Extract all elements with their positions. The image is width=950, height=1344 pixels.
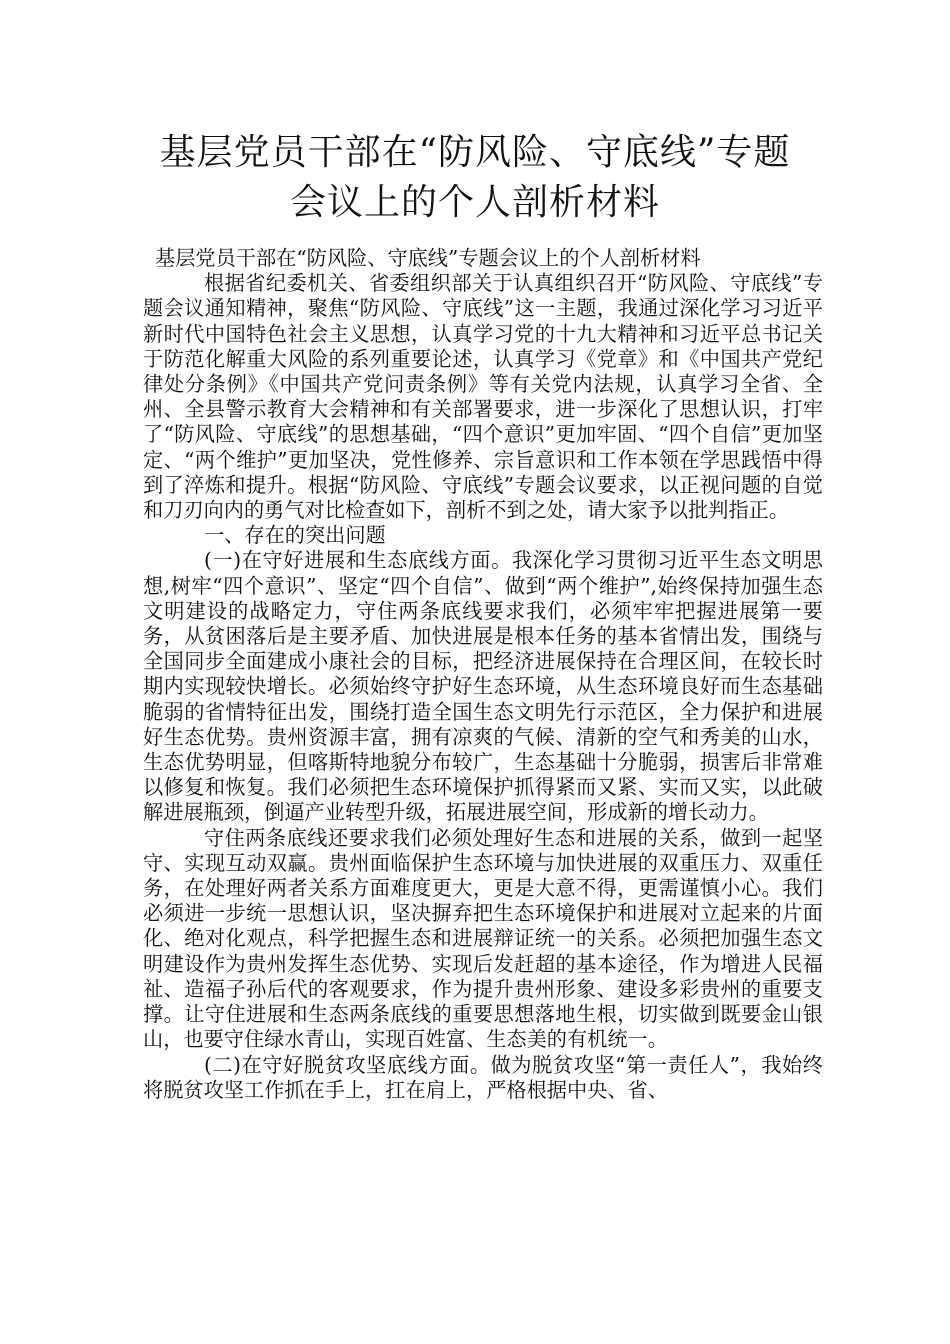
- body-paragraph: 守住两条底线还要求我们必须处理好生态和进展的关系，做到一起坚守、实现互动双赢。贵州面临保护生态环境与加快进展的双重压力、双重任务，在处理好两者关系方面难度更大，更是大意不得，更需谨慎小心。我们必须进一步统一思想认识，坚决摒弃把生态环境保护和进展对立起来的片面化、绝对化观点，科学把握生态和进展辩证统一的关系。必须把加强生态文明建设作为贵州发挥生态优势、实现后发赶超的基本途径，作为增进人民福祉、造福子孙后代的客观要求，作为提升贵州形象、建设多彩贵州的重要支撑。让守住进展和生态两条底线的重要思想落地生根，切实做到既要金山银山，也要守住绿水青山，实现百姓富、生态美的有机统一。: [143, 825, 823, 1052]
- document-title: [120, 128, 830, 228]
- section-heading: 一、存在的突出问题: [204, 523, 386, 548]
- body-paragraph: (二)在守好脱贫攻坚底线方面。做为脱贫攻坚“第一责任人”，我始终将脱贫攻坚工作抓在手上，扛在肩上，严格根据中央、省、: [143, 1052, 823, 1102]
- title-line-2: 会议上的个人剖析材料: [289, 182, 660, 223]
- title-line-1: 基层党员干部在“防风险、守底线”专题: [159, 132, 791, 173]
- body-paragraph: (一)在守好进展和生态底线方面。我深化学习贯彻习近平生态文明思想,树牢“四个意识”、坚定“四个自信”、做到“两个维护”,始终保持加强生态文明建设的战略定力，守住两条底线要求我们，必须牢牢把握进展第一要务，从贫困落后是主要矛盾、加快进展是根本任务的基本省情出发，围绕与全国同步全面建成小康社会的目标，把经济进展保持在合理区间，在较长时期内实现较快增长。必须始终守护好生态环境，从生态环境良好而生态基础脆弱的省情特征出发，围绕打造全国生态文明先行示范区，全力保护和进展好生态优势。贵州资源丰富，拥有凉爽的气候、清新的空气和秀美的山水，生态优势明显，但喀斯特地貌分布较广，生态基础十分脆弱，损害后非常难以修复和恢复。我们必须把生态环境保护抓得紧而又紧、实而又实，以此破解进展瓶颈，倒逼产业转型升级，拓展进展空间，形成新的增长动力。: [143, 548, 823, 825]
- body-paragraph: 基层党员干部在“防风险、守底线”专题会议上的个人剖析材料: [155, 246, 701, 270]
- body-paragraph: 根据省纪委机关、省委组织部关于认真组织召开“防风险、守底线”专题会议通知精神，聚焦“防风险、守底线”这一主题，我通过深化学习习近平新时代中国特色社会主义思想，认真学习党的十九大精神和习近平总书记关于防范化解重大风险的系列重要论述，认真学习《党章》和《中国共产党纪律处分条例》《中国共产党问责条例》等有关党内法规，认真学习全省、全州、全县警示教育大会精神和有关部署要求，进一步深化了思想认识，打牢了“防风险、守底线”的思想基础，“四个意识”更加牢固、“四个自信”更加坚定、“两个维护”更加坚决，党性修养、宗旨意识和工作本领在学思践悟中得到了淬炼和提升。根据“防风险、守底线”专题会议要求，以正视问题的自觉和刀刃向内的勇气对比检查如下，剖析不到之处，请大家予以批判指正。: [143, 271, 823, 523]
- document-body: [143, 246, 823, 1103]
